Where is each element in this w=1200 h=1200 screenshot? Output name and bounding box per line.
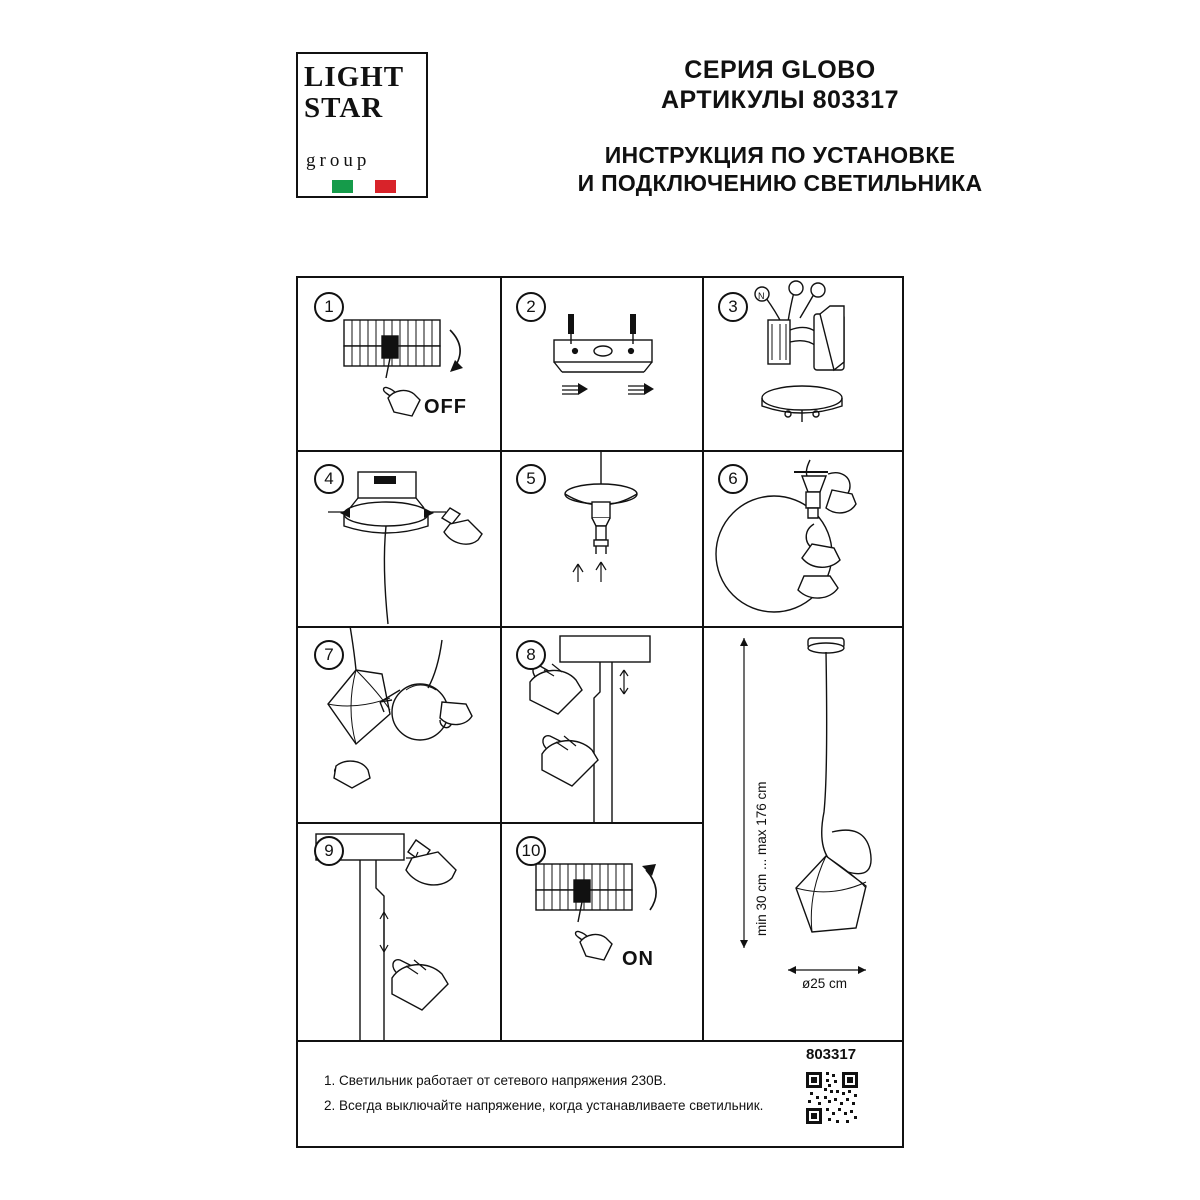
step-3 (702, 278, 902, 450)
step-8 (500, 626, 702, 822)
step-number-1: 1 (314, 292, 344, 322)
step-number-2: 2 (516, 292, 546, 322)
step-number-8: 8 (516, 640, 546, 670)
step-number-9: 9 (314, 836, 344, 866)
step-number-4: 4 (314, 464, 344, 494)
step-2 (500, 278, 702, 450)
diameter-dimension-label: ø25 cm (802, 976, 848, 991)
logo-line-1: LIGHT (304, 61, 405, 93)
step-10-label: ON (622, 948, 654, 970)
product-dimension-panel (702, 626, 902, 1040)
step-number-7: 7 (314, 640, 344, 670)
instruction-title-line-1: ИНСТРУКЦИЯ ПО УСТАНОВКЕ (604, 142, 956, 168)
logo-wordmark (304, 62, 420, 124)
note-line-1: 1. Светильник работает от сетевого напряжения 230В. (324, 1073, 667, 1088)
logo-subtitle: group (306, 150, 371, 171)
svg-text:N: N (758, 291, 765, 301)
instruction-title-line-2: И ПОДКЛЮЧЕНИЮ СВЕТИЛЬНИКА (577, 170, 983, 196)
article-number: АРТИКУЛЫ 803317 (660, 86, 899, 114)
brand-logo (296, 52, 428, 198)
step-10 (500, 822, 702, 1040)
step-5 (500, 450, 702, 626)
step-1 (298, 278, 500, 450)
step-7 (298, 626, 500, 822)
series-title: СЕРИЯ GLOBO (684, 56, 876, 84)
step-number-10: 10 (516, 836, 546, 866)
product-code: 803317 (806, 1046, 857, 1063)
steps-frame (296, 276, 904, 1148)
italy-flag-icon (332, 180, 396, 193)
height-dimension-label: min 30 cm ... max 176 cm (754, 781, 769, 936)
step-6 (702, 450, 902, 626)
step-1-label: OFF (424, 396, 467, 418)
step-9 (298, 822, 500, 1040)
notes-block (324, 1068, 880, 1118)
step-4 (298, 450, 500, 626)
step-number-6: 6 (718, 464, 748, 494)
step-number-5: 5 (516, 464, 546, 494)
step-number-3: 3 (718, 292, 748, 322)
note-line-2: 2. Всегда выключайте напряжение, когда устанавливаете светильник. (324, 1098, 764, 1113)
logo-line-2: STAR (304, 92, 384, 124)
grid-divider-horizontal-4 (298, 1040, 902, 1042)
